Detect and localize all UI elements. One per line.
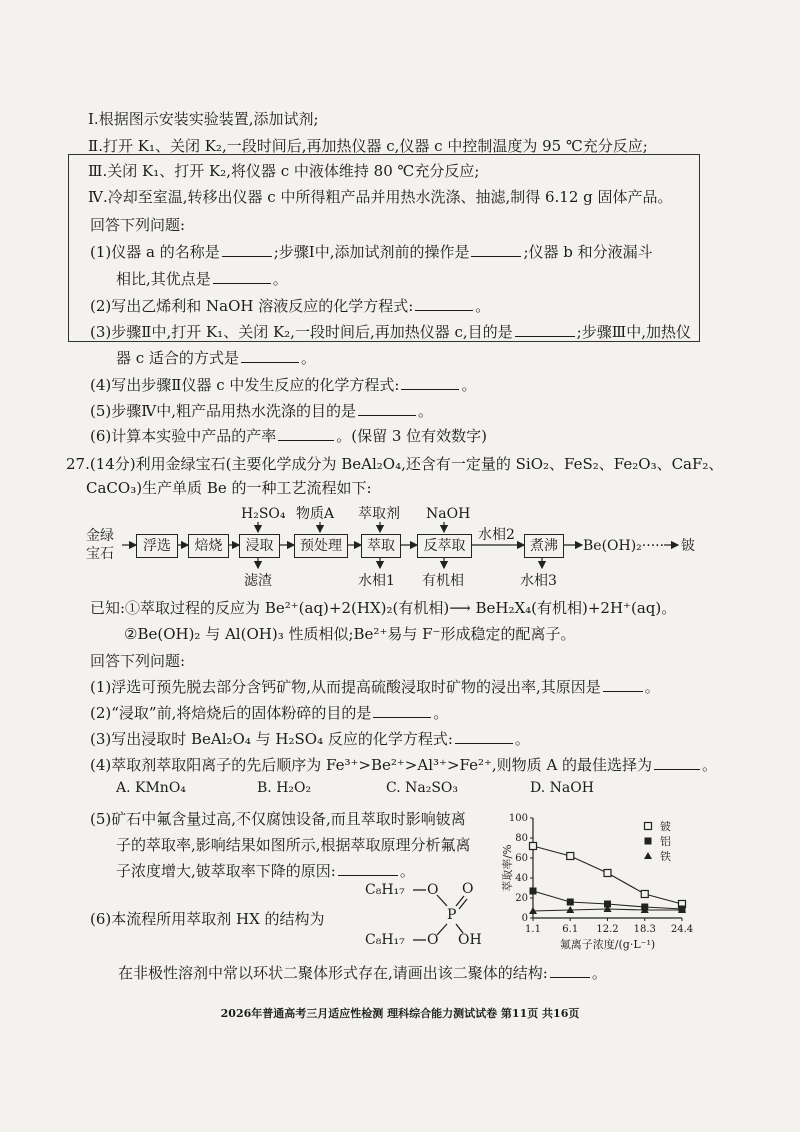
step-4: Ⅳ.冷却至室温,转移出仪器 c 中所得粗产品并用热水洗涤、抽滤,制得 6.12 g 固体产品。: [88, 188, 673, 206]
option-d: D. NaOH: [530, 780, 594, 796]
q26-1-text-b: ;步骤Ⅰ中,添加试剂前的操作是: [273, 243, 470, 261]
flow-output-organic: 有机相: [422, 573, 464, 589]
flow-step-extraction: 萃取: [361, 534, 401, 558]
flow-step-leaching: 浸取: [239, 534, 280, 558]
hydroxyl: OH: [458, 932, 482, 948]
y-tick-label: 20: [515, 893, 528, 904]
q26-3-text-c: 器 c 适合的方式是: [116, 349, 239, 367]
oxygen-2: O: [427, 932, 439, 948]
flow-output-residue: 滤渣: [244, 573, 272, 589]
q27-5-b: 子的萃取率,影响结果如图所示,根据萃取原理分析氟离: [116, 836, 471, 854]
period: 。: [461, 376, 477, 394]
flow-raw-material: 金绿: [86, 528, 114, 544]
flow-raw-material-2: 宝石: [86, 546, 114, 562]
known-1: 已知:①萃取过程的反应为 Be²⁺(aq)+2(HX)₂(有机相)⟶ BeH₂X₄(有机相)+2H⁺(aq)。: [90, 599, 677, 617]
period: 。: [475, 297, 491, 315]
y-tick-label: 100: [508, 813, 528, 824]
x-tick-label: 18.3: [633, 924, 656, 935]
q26-6-text-a: (6)计算本实验中产品的产率: [90, 427, 277, 445]
flow-step-flotation: 浮选: [136, 534, 178, 558]
option-a: A. KMnO₄: [116, 780, 186, 796]
q26-intro: 回答下列问题:: [90, 216, 186, 234]
period: 。: [514, 730, 530, 748]
y-axis-label: 萃取率/%: [501, 844, 514, 892]
q27-4-text: (4)萃取剂萃取阳离子的先后顺序为 Fe³⁺>Be²⁺>Al³⁺>Fe²⁺,则物质 A 的最佳选择为: [90, 756, 653, 774]
legend-label-2: 铁: [660, 850, 671, 863]
period: 。: [644, 678, 660, 696]
period: 。: [399, 862, 415, 880]
data-point-0-1: [567, 853, 574, 860]
flow-step-back-extraction: 反萃取: [417, 534, 472, 558]
q27-intro: 回答下列问题:: [90, 652, 186, 670]
y-tick-label: 40: [515, 873, 528, 884]
flow-input-h2so4: H₂SO₄: [241, 506, 286, 522]
alkyl-group-2: C₈H₁₇: [365, 932, 405, 948]
q27-2-text: (2)“浸取”前,将焙烧后的固体粉碎的目的是: [90, 704, 372, 722]
q27-3-text: (3)写出浸取时 BeAl₂O₄ 与 H₂SO₄ 反应的化学方程式:: [90, 730, 453, 748]
q26-3-text-a: (3)步骤Ⅱ中,打开 K₁、关闭 K₂,一段时间后,再加热仪器 c,目的是: [90, 323, 513, 341]
x-tick-label: 24.4: [670, 924, 694, 935]
q26-1-text-a: (1)仪器 a 的名称是: [90, 243, 220, 261]
flow-output-water-1: 水相1: [358, 573, 395, 589]
legend-label-0: 铍: [660, 820, 671, 833]
phosphorus: P: [447, 907, 457, 923]
q27-6-end-text: 在非极性溶剂中常以环状二聚体形式存在,请画出该二聚体的结构:: [118, 964, 548, 982]
step-2: Ⅱ.打开 K₁、关闭 K₂,一段时间后,再加热仪器 c,仪器 c 中控制温度为 95 ℃充分反应;: [88, 137, 648, 155]
step-3: Ⅲ.关闭 K₁、打开 K₂,将仪器 c 中液体维持 80 ℃充分反应;: [88, 162, 480, 180]
period: 。: [272, 270, 288, 288]
flow-dots: ·····: [641, 538, 665, 554]
legend-marker-2: [644, 852, 652, 859]
y-tick-label: 60: [515, 853, 528, 864]
q27-1-text: (1)浮选可预先脱去部分含钙矿物,从而提高硫酸浸取时矿物的浸出率,其原因是: [90, 678, 601, 696]
flow-input-extractant: 萃取剂: [358, 506, 400, 522]
flow-input-naoh: NaOH: [426, 506, 471, 522]
data-point-0-2: [604, 870, 611, 877]
step-1: Ⅰ.根据图示安装实验装置,添加试剂;: [88, 110, 319, 128]
q26-4-text: (4)写出步骤Ⅱ仪器 c 中发生反应的化学方程式:: [90, 376, 400, 394]
option-c: C. Na₂SO₃: [386, 780, 459, 796]
period: 。: [702, 756, 718, 774]
x-tick-label: 1.1: [525, 924, 541, 935]
flow-product-label: Be(OH)₂: [583, 538, 642, 554]
q26-2-text: (2)写出乙烯利和 NaOH 溶液反应的化学方程式:: [90, 297, 414, 315]
q26-3-text-b: ;步骤Ⅲ中,加热仪: [576, 323, 691, 341]
alkyl-group-1: C₈H₁₇: [365, 882, 405, 898]
flow-input-a: 物质A: [296, 506, 335, 522]
q27-head-2: CaCO₃)生产单质 Be 的一种工艺流程如下:: [86, 479, 372, 497]
q27-5-text-c: 子浓度增大,铍萃取率下降的原因:: [116, 862, 336, 880]
q27-6: (6)本流程所用萃取剂 HX 的结构为: [90, 910, 325, 928]
flow-step-boiling: 煮沸: [524, 534, 564, 558]
page-footer: 2026年普通高考三月适应性检测 理科综合能力测试试卷 第11页 共16页: [220, 1007, 580, 1020]
y-tick-label: 80: [515, 833, 528, 844]
x-tick-label: 6.1: [562, 924, 579, 935]
data-point-1-0: [530, 888, 537, 895]
flow-step-pretreatment: 预处理: [294, 534, 348, 558]
legend-marker-0: [645, 823, 652, 830]
q26-5-text: (5)步骤Ⅳ中,粗产品用热水洗涤的目的是: [90, 402, 357, 420]
known-2: ②Be(OH)₂ 与 Al(OH)₃ 性质相似;Be²⁺易与 F⁻形成稳定的配离子。: [124, 625, 576, 643]
q27-5-a: (5)矿石中氟含量过高,不仅腐蚀设备,而且萃取时影响铍离: [90, 810, 466, 828]
option-b: B. H₂O₂: [257, 780, 312, 796]
q27-head-1: 27.(14分)利用金绿宝石(主要化学成分为 BeAl₂O₄,还含有一定量的 SiO₂、FeS₂、Fe₂O₃、CaF₂、: [66, 455, 724, 473]
flow-output-water-3: 水相3: [520, 573, 557, 589]
q26-1-text-c: ;仪器 b 和分液漏斗: [523, 243, 653, 261]
period: 。: [418, 402, 434, 420]
x-axis-label: 氟离子浓度/(g·L⁻¹): [559, 938, 656, 951]
x-tick-label: 12.2: [596, 924, 619, 935]
data-point-0-3: [641, 891, 648, 898]
legend-label-1: 铝: [660, 835, 671, 848]
flow-step-roasting: 焙烧: [188, 534, 229, 558]
period: 。: [433, 704, 449, 722]
period: 。: [300, 349, 316, 367]
legend-marker-1: [645, 838, 652, 845]
y-tick-label: 0: [521, 913, 528, 924]
data-point-1-1: [567, 899, 574, 906]
oxygen-1: O: [427, 882, 439, 898]
data-point-0-0: [530, 843, 537, 850]
q26-1-text-d: 相比,其优点是: [116, 270, 211, 288]
q26-6-text-b: 。(保留 3 位有效数字): [336, 427, 488, 445]
oxygen-3: O: [462, 881, 474, 897]
flow-final-product: 铍: [681, 538, 695, 554]
period: 。: [591, 964, 607, 982]
flow-water-phase-2: 水相2: [478, 527, 515, 543]
